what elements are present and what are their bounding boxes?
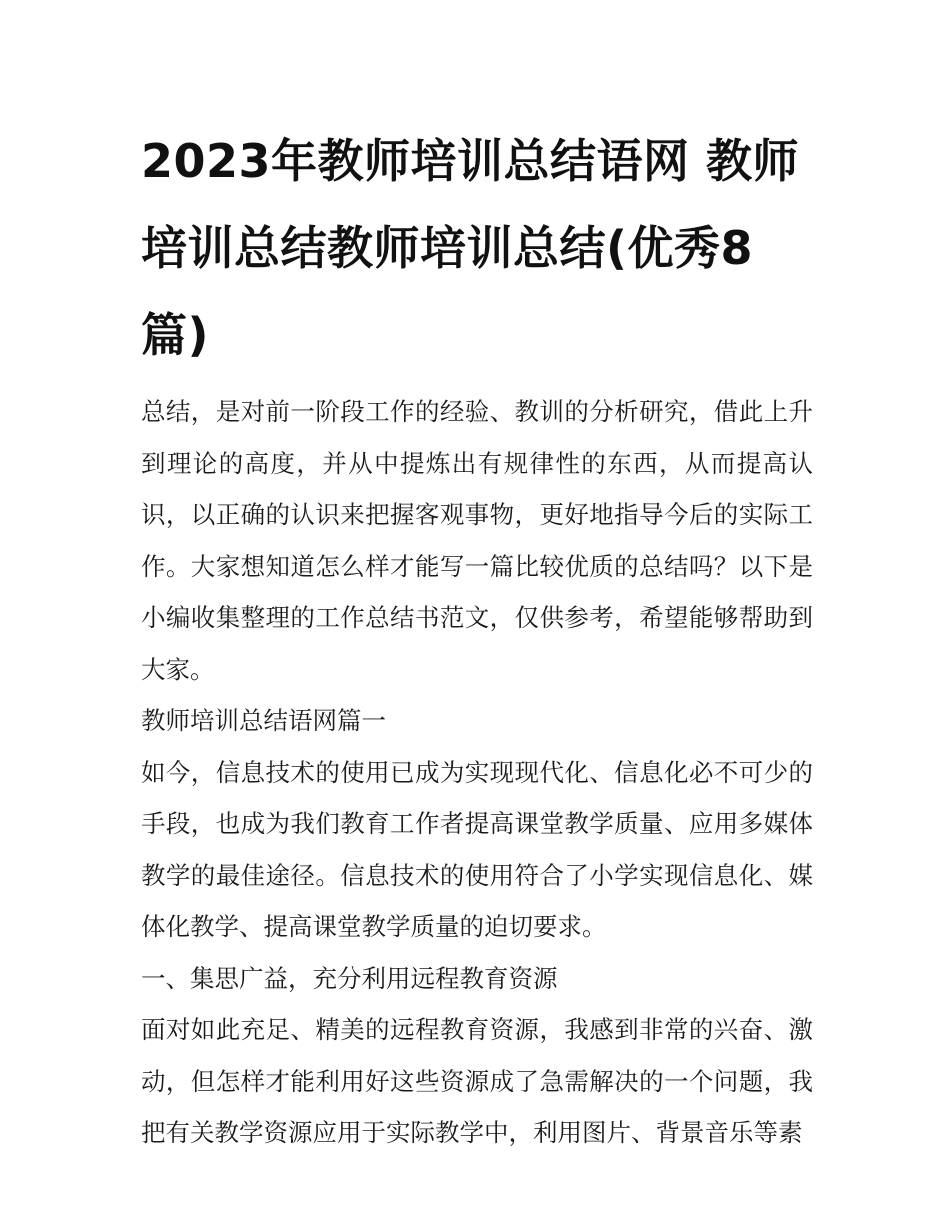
subsection-heading: 一、集思广益，充分利用远程教育资源 [141,963,558,993]
document-title: 2023年教师培训总结语网 教师培训总结教师培训总结(优秀8篇) [141,134,800,362]
document-page [141,118,813,1159]
intro-paragraph: 总结，是对前一阶段工作的经验、教训的分析研究，借此上升到理论的高度，并从中提炼出有规律性的东西，从而提高认识，以正确的认识来把握客观事物，更好地指导今后的实际工作。大家想知道怎么样才能写一篇比较优质的总结吗？以下是小编收集整理的工作总结书范文，仅供参考，希望能够帮助到大家。 [141,397,813,684]
body-paragraph: 面对如此充足、精美的远程教育资源，我感到非常的兴奋、激动，但怎样才能利用好这些资源成了急需解决的一个问题，我把有关教学资源应用于实际教学中，利用图片、背景音乐等素 [141,1015,813,1147]
section-heading: 教师培训总结语网篇一 [141,706,386,735]
body-paragraph: 如今，信息技术的使用已成为实现现代化、信息化必不可少的手段，也成为我们教育工作者提高课堂教学质量、应用多媒体教学的最佳途径。信息技术的使用符合了小学实现信息化、媒体化教学、提高课堂教学质量的迫切要求。 [141,757,813,941]
